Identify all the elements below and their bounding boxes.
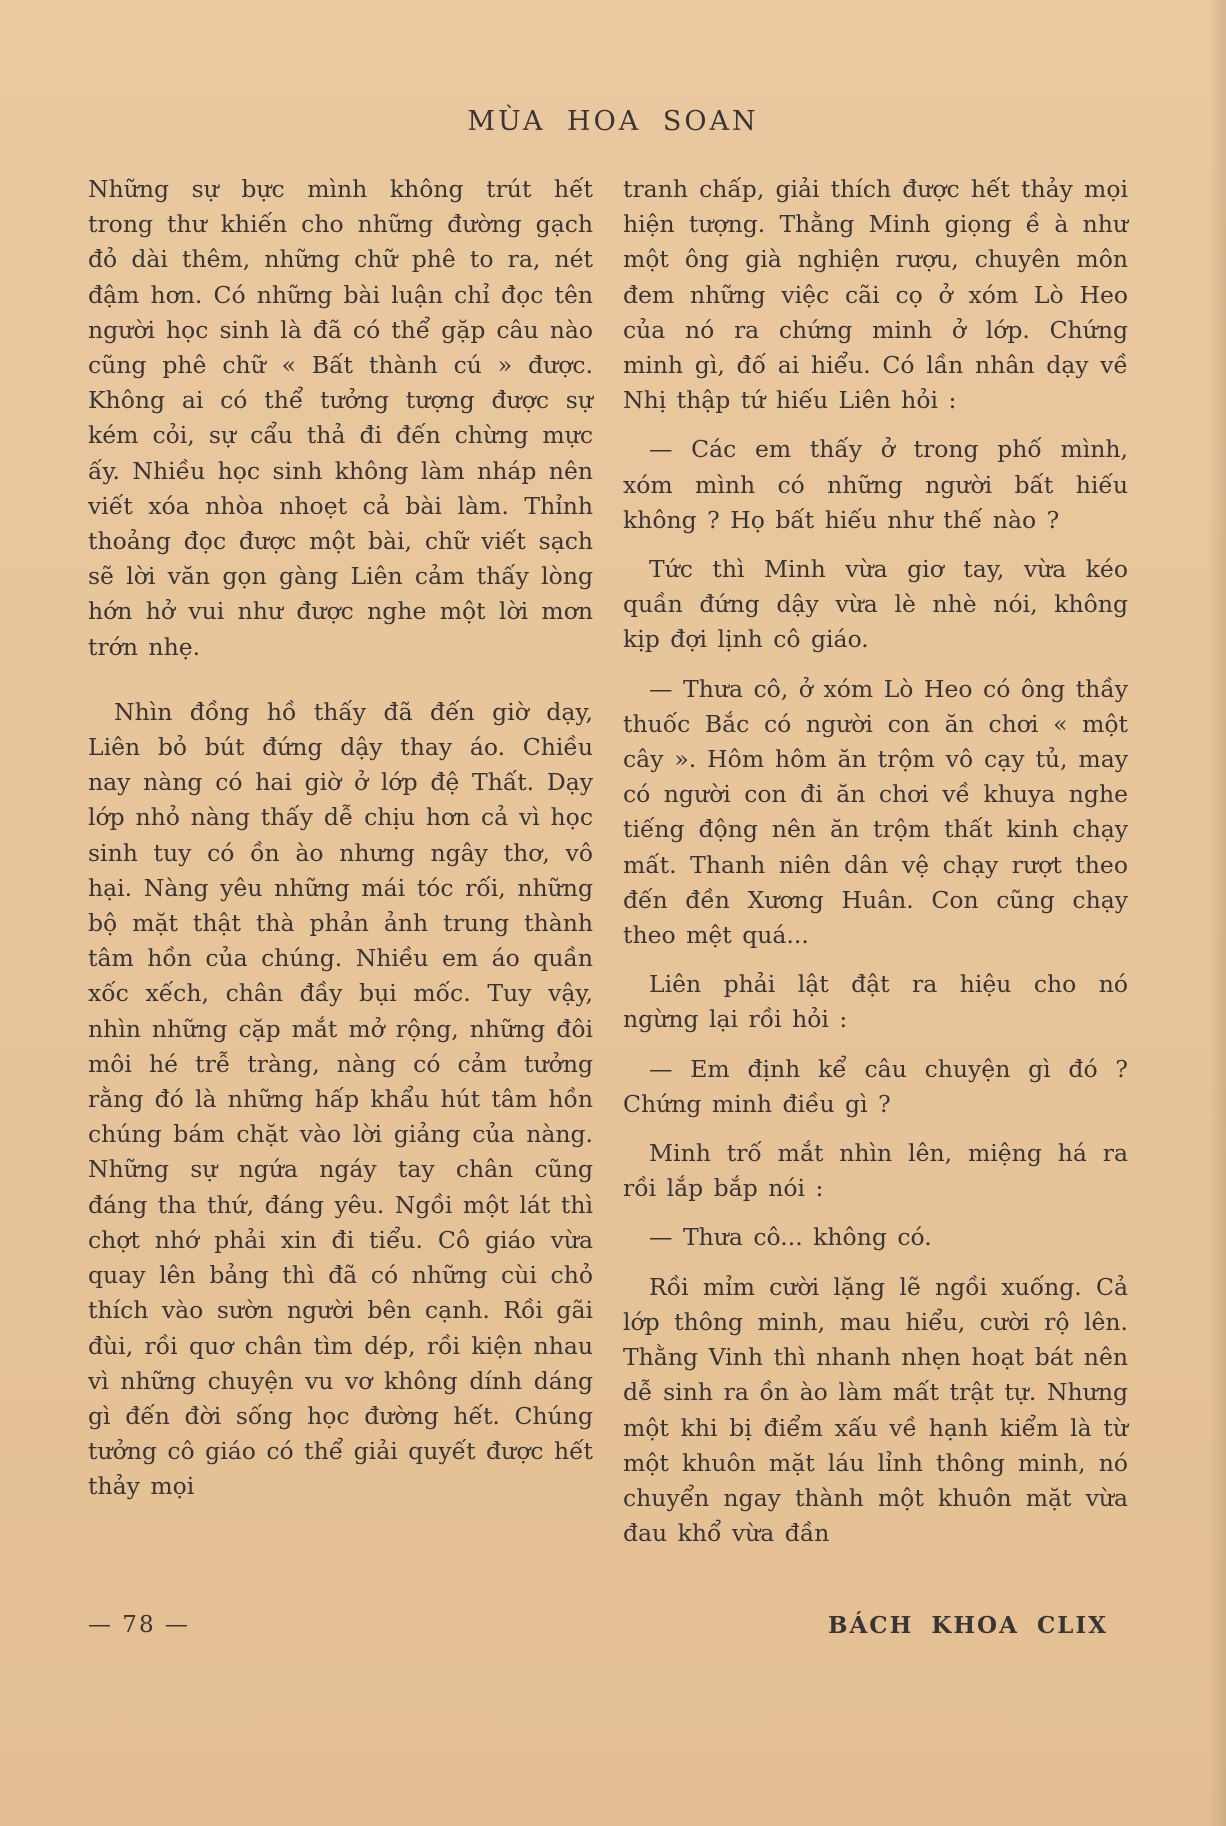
left-text-column — [88, 172, 593, 1505]
paragraph: — Thưa cô, ở xóm Lò Heo có ông thầy thuốc Bắc có người con ăn chơi « một cây ». Hôm hôm ăn trộm vô cạy tủ, may có người con đi ăn chơi về khuya nghe tiếng động nên ăn trộm thất kinh chạy mất. Thanh niên dân vệ chạy rượt theo đến đền Xương Huân. Con cũng chạy theo mệt quá... — [623, 674, 1128, 950]
magazine-issue-label: BÁCH KHOA CLIX — [828, 1612, 1109, 1639]
paragraph: Những sự bực mình không trút hết trong thư khiến cho những đường gạch đỏ dài thêm, những chữ phê to ra, nét đậm hơn. Có những bài luận chỉ đọc tên người học sinh là đã có thể gặp câu nào cũng phê chữ « Bất thành cú » được. Không ai có thể tưởng tượng được sự kém cỏi, sự cẩu thả đi đến chừng mực ấy. Nhiều học sinh không làm nháp nên viết xóa nhòa nhoẹt cả bài làm. Thỉnh thoảng đọc được một bài, chữ viết sạch sẽ lời văn gọn gàng Liên cảm thấy lòng hớn hở vui như được nghe một lời mơn trớn nhẹ. — [88, 175, 593, 661]
right-text-column — [623, 172, 1128, 1551]
paragraph: Nhìn đồng hồ thấy đã đến giờ dạy, Liên bỏ bút đứng dậy thay áo. Chiều nay nàng có hai giờ ở lớp đệ Thất. Dạy lớp nhỏ nàng thấy dễ chịu hơn cả vì học sinh tuy có ồn ào nhưng ngây thơ, vô hại. Nàng yêu những mái tóc rối, những bộ mặt thật thà phản ảnh trung thành tâm hồn của chúng. Nhiều em áo quần xốc xếch, chân đầy bụi mốc. Tuy vậy, nhìn những cặp mắt mở rộng, những đôi môi hé trễ tràng, nàng có cảm tưởng rằng đó là những hấp khẩu hút tâm hồn chúng bám chặt vào lời giảng của nàng. Những sự ngứa ngáy tay chân cũng đáng tha thứ, đáng yêu. Ngồi một lát thì chợt nhớ phải xin đi tiểu. Cô giáo vừa quay lên bảng thì đã có những cùi chỏ thích vào sườn người bên cạnh. Rồi gãi đùi, rồi quơ chân tìm dép, rồi kiện nhau vì những chuyện vu vơ không dính dáng gì đến đời sống học đường hết. Chúng tưởng cô giáo có thể giải quyết được hết thảy mọi — [88, 697, 594, 1501]
paragraph: — Thưa cô... không có. — [649, 1223, 932, 1252]
paragraph: Tức thì Minh vừa giơ tay, vừa kéo quần đứng dậy vừa lè nhè nói, không kịp đợi lịnh cô giáo. — [623, 555, 1128, 654]
paragraph: Liên phải lật đật ra hiệu cho nó ngừng lại rồi hỏi : — [623, 970, 1128, 1034]
page-number: — 78 — — [88, 1612, 190, 1638]
paragraph: Minh trố mắt nhìn lên, miệng há ra rồi lắp bắp nói : — [623, 1139, 1128, 1203]
paragraph: Rồi mỉm cười lặng lẽ ngồi xuống. Cả lớp thông minh, mau hiểu, cười rộ lên. Thằng Vinh thì nhanh nhẹn hoạt bát nên dễ sinh ra ồn ào làm mất trật tự. Nhưng một khi bị điểm xấu về hạnh kiểm là từ một khuôn mặt láu lỉnh thông minh, nó chuyển ngay thành một khuôn mặt vừa đau khổ vừa đần — [623, 1272, 1128, 1548]
paragraph: tranh chấp, giải thích được hết thảy mọi hiện tượng. Thằng Minh giọng ề à như một ông già nghiện rượu, chuyên môn đem những việc cãi cọ ở xóm Lò Heo của nó ra chứng minh ở lớp. Chứng minh gì, đố ai hiểu. Có lần nhân dạy về Nhị thập tứ hiếu Liên hỏi : — [623, 175, 1128, 415]
running-header: MÙA HOA SOAN — [467, 106, 759, 137]
paragraph: — Các em thấy ở trong phố mình, xóm mình có những người bất hiếu không ? Họ bất hiếu như thế nào ? — [623, 435, 1128, 534]
paragraph: — Em định kể câu chuyện gì đó ? Chứng minh điều gì ? — [623, 1054, 1128, 1118]
page-edge-shadow — [1208, 0, 1226, 1826]
